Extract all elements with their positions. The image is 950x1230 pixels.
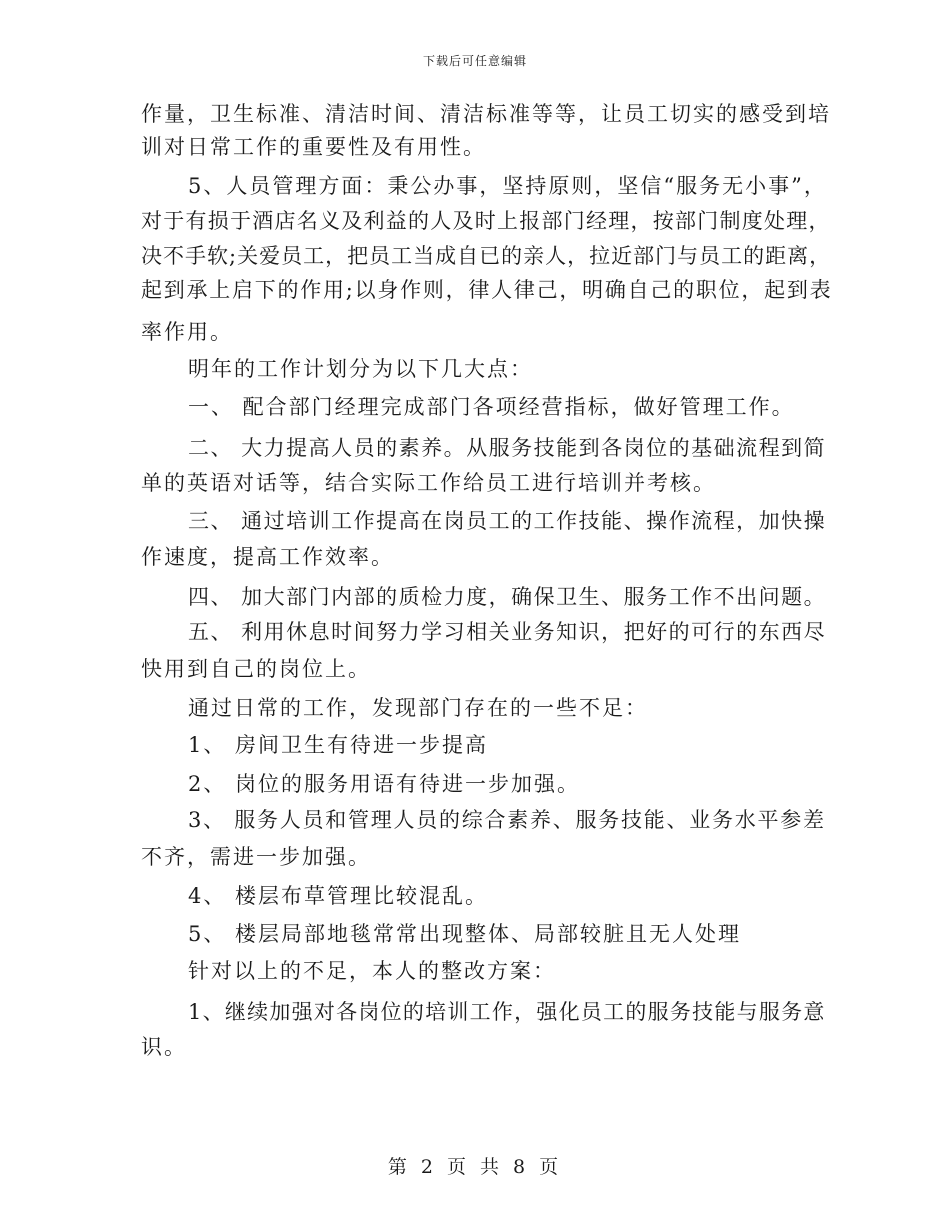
body-line: 不齐，需进一步加强。 — [141, 845, 371, 869]
page-header: 下载后可任意编辑 — [422, 54, 527, 68]
body-line: 三、 通过培训工作提高在岗员工的工作技能、操作流程，加快操 — [188, 509, 827, 533]
body-line: 作量，卫生标准、清洁时间、清洁标准等等，让员工切实的感受到培 — [141, 102, 831, 126]
body-line: 作速度，提高工作效率。 — [141, 545, 394, 569]
body-line: 快用到自己的岗位上。 — [141, 657, 371, 681]
body-line: 1、 房间卫生有待进一步提高 — [188, 733, 489, 757]
body-line: 四、 加大部门内部的质检力度，确保卫生、服务工作不出问题。 — [188, 585, 827, 609]
body-line: 训对日常工作的重要性及有用性。 — [141, 135, 486, 159]
body-line: 通过日常的工作，发现部门存在的一些不足： — [188, 696, 648, 720]
body-line: 一、 配合部门经理完成部门各项经营指标，做好管理工作。 — [188, 395, 795, 419]
body-line: 二、 大力提高人员的素养。从服务技能到各岗位的基础流程到简 — [188, 436, 827, 460]
body-line: 明年的工作计划分为以下几大点： — [188, 357, 533, 381]
body-line: 3、 服务人员和管理人员的综合素养、服务技能、业务水平参差 — [188, 808, 826, 832]
body-line: 率作用。 — [141, 320, 233, 344]
page-number-footer: 第 2 页 共 8 页 — [387, 1156, 563, 1178]
body-line: 对于有损于酒店名义及利益的人及时上报部门经理，按部门制度处理， — [141, 209, 831, 233]
body-line: 1、继续加强对各岗位的培训工作，强化员工的服务技能与服务意 — [188, 1000, 826, 1024]
body-line: 决不手软;关爱员工，把员工当成自已的亲人，拉近部门与员工的距离， — [141, 244, 832, 268]
body-line: 4、 楼层布草管理比较混乱。 — [188, 884, 489, 908]
body-line: 识。 — [141, 1035, 187, 1059]
body-line: 五、 利用休息时间努力学习相关业务知识，把好的可行的东西尽 — [188, 620, 827, 644]
body-line: 5、 楼层局部地毯常常出现整体、局部较脏且无人处理 — [188, 922, 742, 946]
body-line: 起到承上启下的作用;以身作则，律人律己，明确自己的职位，起到表 — [141, 278, 833, 302]
body-line: 针对以上的不足，本人的整改方案： — [188, 959, 556, 983]
body-line: 单的英语对话等，结合实际工作给员工进行培训并考核。 — [141, 471, 716, 495]
body-line: 2、 岗位的服务用语有待进一步加强。 — [188, 772, 581, 796]
body-line: 5、人员管理方面：秉公办事，坚持原则，坚信“服务无小事”， — [188, 174, 827, 198]
